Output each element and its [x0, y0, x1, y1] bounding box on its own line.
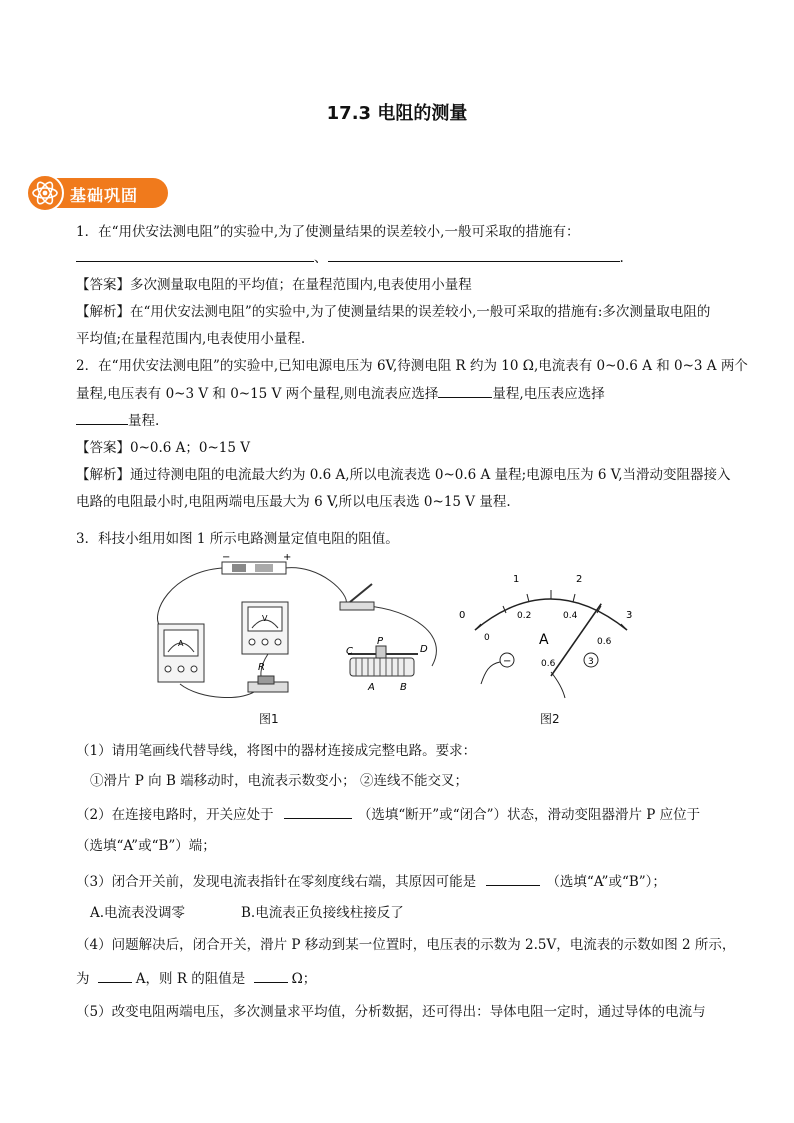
- q3-part-3-text-b: （选填“A”或“B”）；: [546, 874, 666, 890]
- outer-scale-0: 0: [459, 610, 466, 621]
- q1-analysis-line-2: 平均值;在量程范围内,电表使用小量程.: [76, 331, 306, 347]
- outer-scale-3: 3: [626, 610, 633, 621]
- section-badge: [26, 174, 168, 212]
- q3-part-2-line-1: [76, 805, 700, 824]
- dial-wire-right: [551, 672, 565, 698]
- q1-blank-2[interactable]: [328, 248, 620, 262]
- figure-1-caption: 图1: [259, 712, 279, 726]
- figure-2-ammeter-dial: [455, 566, 645, 700]
- q3-part-4-text-c: A，则 R 的阻值是: [135, 971, 246, 987]
- figure-1-circuit: [150, 554, 450, 706]
- dial-wire-left: [481, 662, 500, 684]
- q2-line-3: [76, 411, 159, 430]
- q3-part-4-text-b: 为: [76, 971, 90, 987]
- dial-ticks: [475, 590, 627, 630]
- q3-part-3-text-a: （3）闭合开关前，发现电流表指针在零刻度线右端，其原因可能是: [76, 874, 477, 890]
- q3-blank-resistance[interactable]: [254, 969, 288, 983]
- rheostat-a-label: A: [368, 682, 375, 693]
- battery-minus-label: −: [222, 554, 231, 563]
- q2-line-3-text: 量程.: [128, 413, 160, 429]
- ammeter: [158, 624, 204, 682]
- ammeter-label: A: [178, 639, 184, 648]
- inner-scale-3: 0.6: [597, 637, 612, 647]
- q1-question: 1．在“用伏安法测电阻”的实验中,为了使测量结果的误差较小,一般可采取的措施有：: [76, 224, 580, 240]
- q2-blank-voltmeter[interactable]: [76, 411, 128, 425]
- rheostat-b-label: B: [400, 682, 407, 693]
- q1-analysis-line-1: 【解析】在“用伏安法测电阻”的实验中,为了使测量结果的误差较小,一般可采取的措施有:多次测量取电阻的: [76, 304, 711, 320]
- dial-unit: A: [539, 632, 549, 648]
- q3-blank-switch-state[interactable]: [284, 805, 352, 819]
- q3-part-4-text-d: Ω；: [291, 971, 317, 987]
- q2-analysis-line-1: 【解析】通过待测电阻的电流最大约为 0.6 A,所以电流表选 0~0.6 A 量程;电源电压为 6 V,当滑动变阻器接入: [76, 467, 731, 483]
- q3-intro: 3．科技小组用如图 1 所示电路测量定值电阻的阻值。: [76, 531, 399, 547]
- q3-part-2-text-b: （选填“断开”或“闭合”）状态，滑动变阻器滑片 P 应位于: [357, 807, 701, 823]
- q3-part-4-line-2: [76, 969, 316, 988]
- battery-plus-label: +: [283, 554, 292, 563]
- q1-answer: 【答案】多次测量取电阻的平均值；在量程范围内,电表使用小量程: [76, 277, 472, 293]
- q3-part-4-line-1: （4）问题解决后，闭合开关，滑片 P 移动到某一位置时，电压表的示数为 2.5V，电流表的示数如图 2 所示，: [76, 937, 736, 953]
- rheostat-p-label: P: [377, 636, 384, 647]
- voltmeter-label: V: [262, 614, 268, 623]
- q2-line-2-text-a: 量程,电压表有 0~3 V 和 0~15 V 两个量程,则电流表应选择: [76, 386, 439, 402]
- figure-2-caption: 图2: [540, 712, 560, 726]
- terminal-3-label: 3: [588, 657, 594, 667]
- terminal-minus-label: −: [503, 656, 512, 667]
- atom-icon: [26, 174, 64, 212]
- inner-scale-0: 0: [484, 633, 490, 643]
- q2-line-2-text-b: 量程,电压表应选择: [492, 386, 605, 402]
- q3-blank-current[interactable]: [98, 969, 132, 983]
- terminal-06-label: 0.6: [541, 659, 556, 669]
- q1-blank-separator: 、: [314, 250, 328, 266]
- resistor-label: R: [258, 662, 265, 673]
- dial-arc: [475, 599, 627, 630]
- q3-part-3-option-a: A.电流表没调零: [90, 905, 186, 921]
- rheostat-d-label: D: [420, 644, 428, 655]
- q3-blank-reason[interactable]: [486, 872, 540, 886]
- q3-part-3: [76, 872, 666, 891]
- q2-analysis-line-2: 电路的电阻最小时,电阻两端电压最大为 6 V,所以电压表选 0~15 V 量程.: [76, 494, 511, 510]
- q3-part-5: （5）改变电阻两端电压，多次测量求平均值，分析数据，还可得出：导体电阻一定时，通过导体的电流与: [76, 1004, 706, 1020]
- q1-blank-end: .: [619, 250, 624, 266]
- q2-line-2: [76, 384, 605, 403]
- q3-part-2-line-2: （选填“A”或“B”）端；: [76, 838, 216, 854]
- outer-scale-2: 2: [576, 574, 583, 585]
- q2-blank-ammeter[interactable]: [438, 384, 492, 398]
- rheostat-c-label: C: [346, 646, 353, 657]
- q3-part-1: （1）请用笔画线代替导线，将图中的器材连接成完整电路。要求：: [76, 743, 477, 759]
- rheostat: [346, 636, 428, 693]
- q1-blank-1[interactable]: [76, 248, 314, 262]
- outer-scale-1: 1: [513, 574, 520, 585]
- q2-answer: 【答案】0~0.6 A；0~15 V: [76, 440, 251, 456]
- voltmeter: [242, 602, 288, 654]
- inner-scale-1: 0.2: [517, 611, 532, 621]
- resistor: [248, 662, 288, 692]
- page-title: 17.3 电阻的测量: [326, 103, 468, 124]
- q2-line-1: 2．在“用伏安法测电阻”的实验中,已知电源电压为 6V,待测电阻 R 约为 10 Ω,电流表有 0~0.6 A 和 0~3 A 两个: [76, 358, 748, 374]
- q3-part-1-requirements: ①滑片 P 向 B 端移动时，电流表示数变小； ②连线不能交叉；: [90, 773, 468, 789]
- q1-blank-line: [76, 248, 624, 267]
- section-label: 基础巩固: [70, 186, 139, 205]
- q3-part-2-text-a: （2）在连接电路时，开关应处于: [76, 807, 274, 823]
- battery: [222, 554, 291, 574]
- q3-part-3-option-b: B.电流表正负接线柱接反了: [241, 905, 404, 921]
- inner-scale-2: 0.4: [563, 611, 578, 621]
